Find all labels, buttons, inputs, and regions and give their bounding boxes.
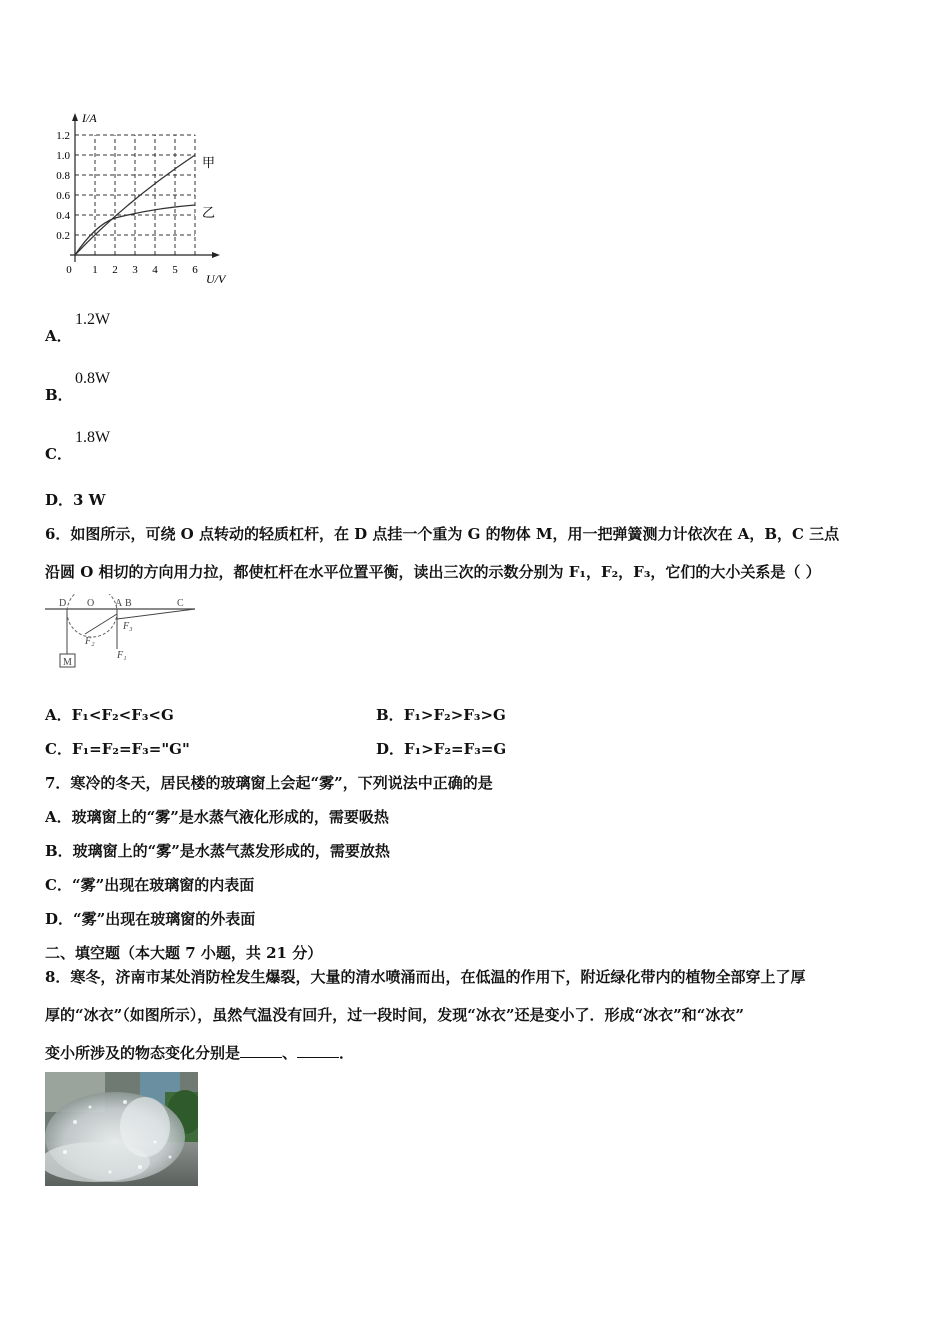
separator: 、 — [282, 1044, 298, 1062]
option-label: B． — [376, 706, 404, 724]
q7-option-b[interactable]: B．玻璃窗上的“雾”是水蒸气蒸发形成的，需要放热 — [45, 842, 390, 860]
option-label: A． — [45, 706, 72, 724]
option-label: C． — [45, 445, 72, 463]
force-label: F₁ — [117, 650, 127, 661]
option-value: F₁=F₂=F₃="G" — [71, 740, 190, 758]
x-axis-label: U/V — [206, 272, 226, 286]
point-label: D — [59, 598, 67, 609]
x-tick: 4 — [152, 264, 158, 276]
x-tick: 6 — [192, 264, 198, 276]
x-tick: 5 — [172, 264, 178, 276]
option-label: D． — [376, 740, 405, 758]
curve-label-yi: 乙 — [202, 206, 216, 221]
force-label: F₃ — [123, 621, 133, 632]
q6-option-b[interactable] — [376, 704, 506, 725]
q5-option-d[interactable] — [45, 489, 106, 510]
q6-stem-line2: 沿圆 O 相切的方向用力拉，都使杠杆在水平位置平衡，读出三次的示数分别为 F₁，F₂，F₃，它们的大小关系是（ ） — [45, 563, 821, 581]
x-tick: 2 — [112, 264, 118, 276]
q6-option-a[interactable] — [45, 704, 174, 725]
q8-stem-line1: 8．寒冬，济南市某处消防栓发生爆裂，大量的清水喷涌而出，在低温的作用下，附近绿化带内的植物全部穿上了厚 — [45, 968, 806, 986]
point-label: A — [115, 598, 123, 609]
q7-option-d[interactable]: D．“雾”出现在玻璃窗的外表面 — [45, 910, 256, 928]
mass-label: M — [63, 657, 72, 668]
option-value: 0.8W — [75, 370, 111, 387]
option-label: A． — [45, 327, 72, 345]
q7-option-c[interactable]: C．“雾”出现在玻璃窗的内表面 — [45, 876, 255, 894]
option-value: F₁>F₂>F₃>G — [403, 706, 506, 724]
y-tick: 0.4 — [56, 210, 70, 222]
lever-figure — [45, 594, 205, 674]
point-label: C — [177, 598, 184, 609]
q8-stem-line3 — [45, 1042, 354, 1063]
force-label: F₂ — [85, 636, 95, 647]
section-title: 二、填空题（本大题 7 小题，共 21 分） — [45, 944, 323, 962]
answer-blank-2[interactable] — [297, 1045, 339, 1058]
option-value: 1.2W — [75, 311, 111, 328]
y-tick: 0.8 — [56, 170, 70, 182]
y-tick: 1.2 — [56, 130, 70, 142]
x-tick: 0 — [66, 264, 72, 276]
x-tick: 3 — [132, 264, 138, 276]
q8-stem-line2: 厚的“冰衣”（如图所示），虽然气温没有回升，过一段时间，发现“冰衣”还是变小了．形成“冰衣”和“冰衣” — [45, 1006, 745, 1024]
q6-stem-line1: 6．如图所示，可绕 O 点转动的轻质杠杆，在 D 点挂一个重为 G 的物体 M，用一把弹簧测力计依次在 A，B，C 三点 — [45, 525, 840, 543]
ice-clothes-photo — [45, 1072, 198, 1186]
q7-option-a[interactable]: A．玻璃窗上的“雾”是水蒸气液化形成的，需要吸热 — [45, 808, 389, 826]
point-label: B — [125, 598, 132, 609]
option-value: 3 W — [73, 491, 106, 509]
option-label: D． — [45, 491, 74, 509]
q6-option-d[interactable] — [376, 738, 506, 759]
curve-label-jia: 甲 — [202, 156, 216, 171]
point-label: O — [87, 598, 95, 609]
option-value: F₁>F₂=F₃=G — [404, 740, 507, 758]
option-value: F₁<F₂<F₃<G — [71, 706, 174, 724]
y-tick: 1.0 — [56, 150, 70, 162]
q7-stem: 7．寒冷的冬天，居民楼的玻璃窗上会起“雾”，下列说法中正确的是 — [45, 774, 493, 792]
answer-blank-1[interactable] — [240, 1045, 282, 1058]
option-label: B． — [45, 386, 73, 404]
option-value: 1.8W — [75, 429, 111, 446]
period: ． — [339, 1044, 355, 1062]
y-tick: 0.2 — [56, 230, 70, 242]
option-label: C． — [45, 740, 72, 758]
y-axis-label: I/A — [82, 111, 97, 125]
iu-graph — [40, 110, 250, 290]
q6-option-c[interactable] — [45, 738, 190, 759]
q8-line3-text: 变小所涉及的物态变化分别是 — [45, 1044, 241, 1062]
x-tick: 1 — [92, 264, 98, 276]
y-tick: 0.6 — [56, 190, 70, 202]
